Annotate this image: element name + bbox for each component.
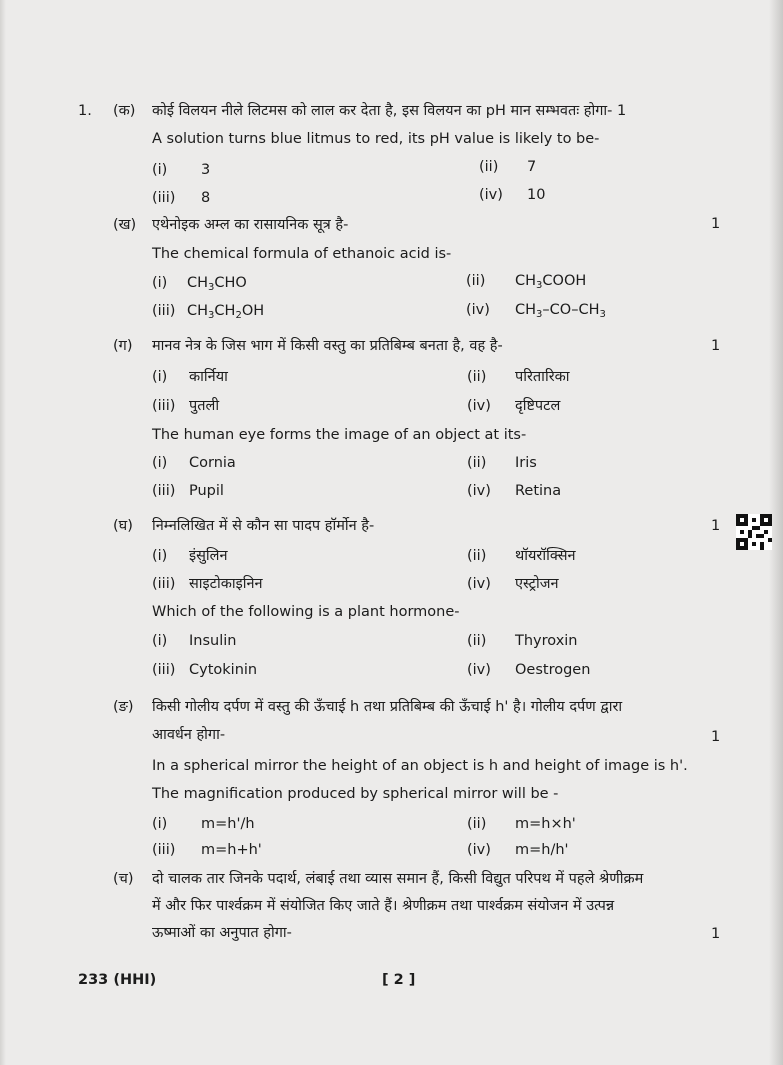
option-text: Insulin	[189, 633, 237, 649]
option-label: (iii)	[152, 842, 176, 858]
question-text-hindi: दो चालक तार जिनके पदार्थ, लंबाई तथा व्यास समान हैं, किसी विद्युत परिपथ में पहले श्रेणीक्रम	[152, 871, 644, 887]
question-text-english: A solution turns blue litmus to red, its pH value is likely to be-	[152, 131, 600, 147]
option-label: (ii)	[467, 369, 487, 385]
option-text: एस्ट्रोजन	[515, 576, 559, 592]
option-label: (ii)	[479, 159, 499, 175]
option-label: (i)	[152, 548, 168, 564]
subq-label: (ग)	[113, 338, 133, 354]
subq-label: (च)	[113, 871, 134, 887]
question-text-hindi: ऊष्माओं का अनुपात होगा-	[152, 925, 292, 941]
option-text: m=h+h'	[201, 842, 262, 858]
question-text-hindi: निम्नलिखित में से कौन सा पादप हॉर्मोन है-	[152, 518, 375, 534]
option-label: (i)	[152, 162, 168, 178]
subq-label: (क)	[113, 103, 136, 119]
option-label: (iv)	[467, 662, 491, 678]
subq-label: (ख)	[113, 217, 137, 233]
option-label: (iv)	[467, 576, 491, 592]
question-text-hindi: मानव नेत्र के जिस भाग में किसी वस्तु का प्रतिबिम्ब बनता है, वह है-	[152, 338, 503, 354]
option-text: Retina	[515, 483, 562, 499]
question-text-english: The magnification produced by spherical mirror will be -	[152, 786, 559, 802]
page-number: [ 2 ]	[382, 972, 416, 988]
option-label: (i)	[152, 455, 168, 471]
marks: 1	[711, 216, 721, 232]
question-text-english: Which of the following is a plant hormone-	[152, 604, 460, 620]
option-text-formula: $CH_3COOH$	[515, 273, 587, 291]
option-label: (iv)	[467, 842, 491, 858]
marks: 1	[711, 518, 721, 534]
option-label: (ii)	[467, 816, 487, 832]
option-text: Pupil	[189, 483, 224, 499]
option-label: (ii)	[467, 633, 487, 649]
option-text: कार्निया	[189, 369, 228, 385]
option-label: (iii)	[152, 576, 176, 592]
option-text: m=h×h'	[515, 816, 576, 832]
option-text: थॉयरॉक्सिन	[515, 548, 576, 564]
option-text: m=h/h'	[515, 842, 569, 858]
option-text: m=h'/h	[201, 816, 255, 832]
option-text: 7	[527, 159, 537, 175]
qr-code-icon	[736, 514, 772, 550]
marks: 1	[711, 338, 721, 354]
option-text-formula: $CH_3CH_2OH$	[187, 303, 265, 321]
question-text-hindi: आवर्धन होगा-	[152, 727, 226, 743]
option-label: (iii)	[152, 190, 176, 206]
option-label: (iv)	[479, 187, 503, 203]
option-text: 3	[201, 162, 211, 178]
option-text: साइटोकाइनिन	[189, 576, 263, 592]
option-text: परितारिका	[515, 369, 570, 385]
option-text: Cytokinin	[189, 662, 258, 678]
option-label: (iv)	[467, 483, 491, 499]
option-text: Thyroxin	[515, 633, 578, 649]
option-label: (i)	[152, 275, 168, 291]
option-label: (iii)	[152, 483, 176, 499]
option-text: इंसुलिन	[189, 548, 228, 564]
option-text: Cornia	[189, 455, 236, 471]
option-label: (i)	[152, 633, 168, 649]
option-label: (ii)	[467, 455, 487, 471]
scan-edge-left	[0, 0, 6, 1065]
option-text: Iris	[515, 455, 537, 471]
paper-code: 233 (HHI)	[78, 972, 157, 988]
option-label: (i)	[152, 816, 168, 832]
option-text-formula: $CH_3CHO$	[187, 275, 247, 293]
option-text: 8	[201, 190, 211, 206]
option-text-formula: $CH_3-CO-CH_3$	[515, 302, 606, 320]
question-text-hindi: किसी गोलीय दर्पण में वस्तु की ऊँचाई h तथा प्रतिबिम्ब की ऊँचाई h' है। गोलीय दर्पण द्वारा	[152, 699, 623, 715]
marks: 1	[711, 926, 721, 942]
option-label: (iv)	[467, 398, 491, 414]
subq-label: (घ)	[113, 518, 133, 534]
question-text-hindi: कोई विलयन नीले लिटमस को लाल कर देता है, इस विलयन का pH मान सम्भवतः होगा- 1	[152, 103, 627, 119]
option-text: Oestrogen	[515, 662, 591, 678]
option-label: (iii)	[152, 303, 176, 319]
option-label: (iii)	[152, 662, 176, 678]
subq-label: (ङ)	[113, 699, 134, 715]
question-number: 1.	[78, 103, 92, 119]
question-text-english: The human eye forms the image of an object at its-	[152, 427, 527, 443]
option-text: 10	[527, 187, 546, 203]
option-label: (ii)	[467, 548, 487, 564]
option-label: (i)	[152, 369, 168, 385]
option-text: पुतली	[189, 398, 220, 414]
option-text: दृष्टिपटल	[515, 398, 561, 414]
question-text-hindi: में और फिर पार्श्वक्रम में संयोजित किए जाते हैं। श्रेणीक्रम तथा पार्श्वक्रम संयोजन में उत्पन्न	[152, 898, 615, 914]
question-text-english: In a spherical mirror the height of an object is h and height of image is h'.	[152, 758, 688, 774]
option-label: (iii)	[152, 398, 176, 414]
question-text-hindi: एथेनोइक अम्ल का रासायनिक सूत्र है-	[152, 217, 349, 233]
question-text-english: The chemical formula of ethanoic acid is-	[152, 246, 452, 262]
option-label: (iv)	[466, 302, 490, 318]
marks: 1	[711, 729, 721, 745]
option-label: (ii)	[466, 273, 486, 289]
